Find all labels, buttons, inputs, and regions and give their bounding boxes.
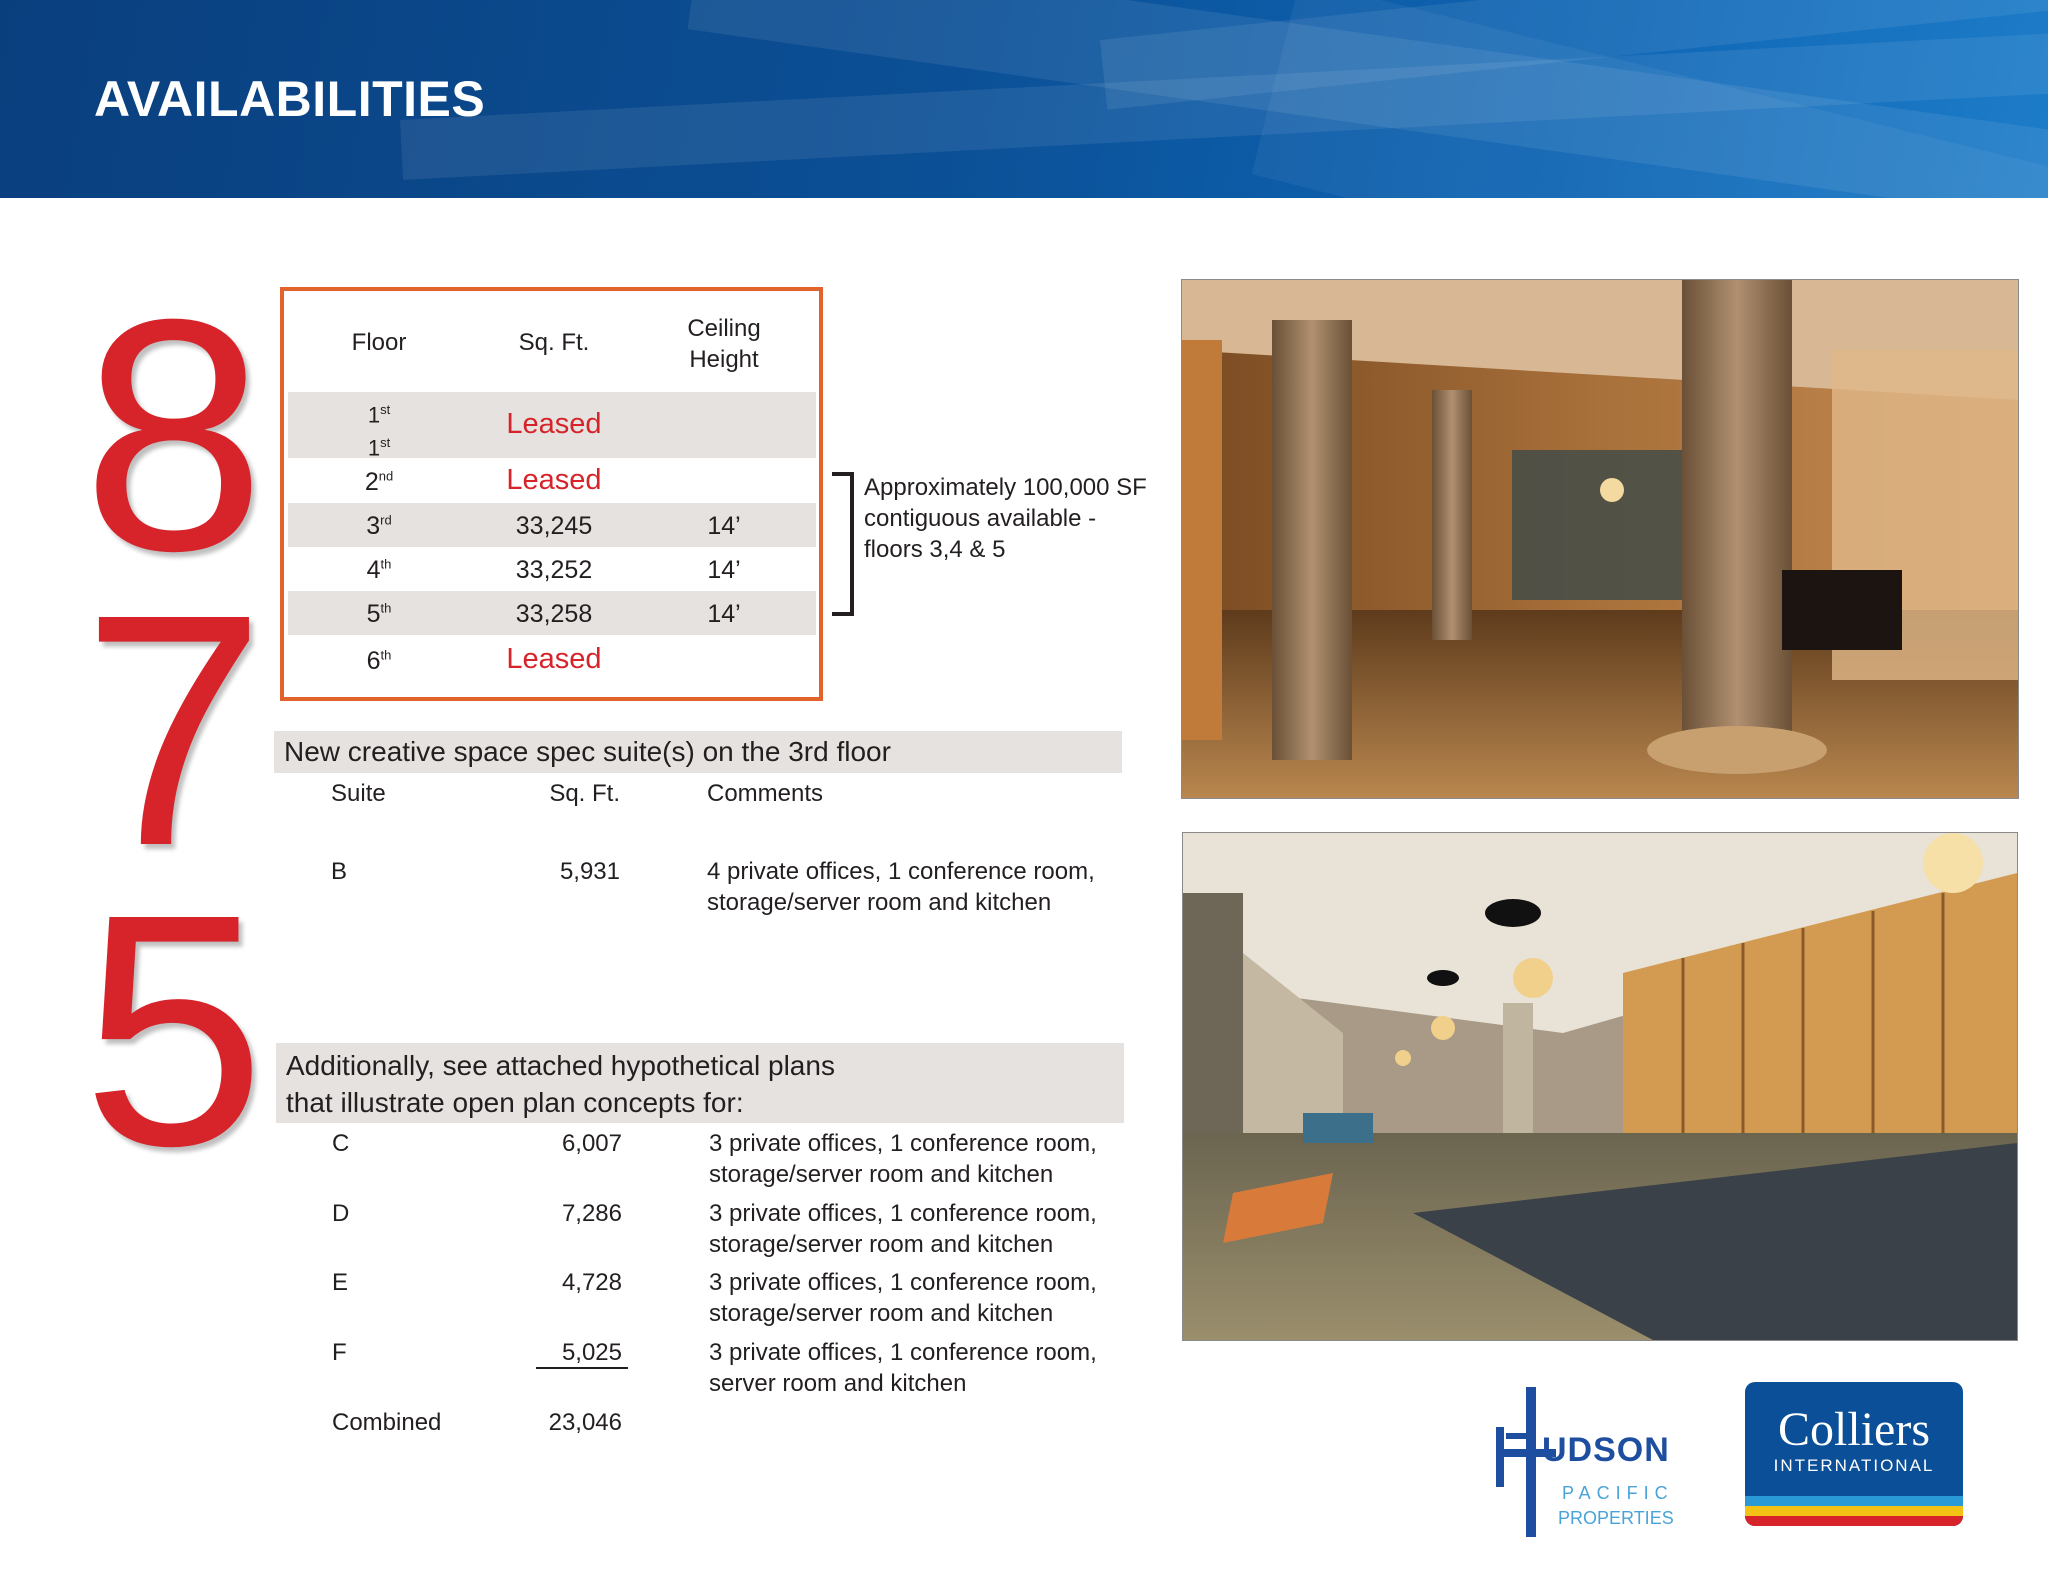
availability-table xyxy=(280,287,823,701)
sqft-cell: 6,007 xyxy=(561,1130,622,1157)
hypothetical-title: Additionally, see attached hypothetical plans that illustrate open plan concepts for: xyxy=(286,1050,835,1118)
sqft-header: Sq. Ft. xyxy=(549,780,620,807)
hallway-photo xyxy=(1182,832,2018,1341)
sqft-cell: 7,286 xyxy=(561,1200,622,1227)
page-title: AVAILABILITIES xyxy=(94,71,486,127)
floor-cell: 2nd xyxy=(364,468,394,496)
table-row xyxy=(288,591,816,635)
contiguous-note: Approximately 100,000 SF contiguous available - floors 3,4 & 5 xyxy=(864,474,1147,563)
ceiling-header: Ceiling Height xyxy=(687,315,761,373)
hypothetical-band xyxy=(276,1043,1124,1123)
sqft-cell: Leased xyxy=(506,643,602,675)
suite-cell: C xyxy=(332,1130,350,1157)
address-digit-5: 5 xyxy=(82,845,266,1214)
table-row xyxy=(288,635,816,687)
lobby-photo xyxy=(1181,279,2019,799)
spec-suites-band xyxy=(274,731,1122,773)
suite-cell: D xyxy=(332,1200,350,1227)
address-digit-7: 7 xyxy=(82,545,266,914)
address-digit-8: 8 xyxy=(82,250,266,619)
table-row xyxy=(288,458,816,503)
suite-cell: F xyxy=(332,1339,347,1366)
floor-cell: 3rd xyxy=(366,512,392,540)
comments-cell: 3 private offices, 1 conference room, storage/server room and kitchen xyxy=(709,1200,1097,1258)
ceiling-cell: 14’ xyxy=(707,512,741,540)
combined-label: Combined xyxy=(332,1409,442,1436)
sqft-cell: 5,025 xyxy=(561,1339,622,1366)
sqft-cell: 33,258 xyxy=(515,600,593,628)
comments-cell: 3 private offices, 1 conference room, storage/server room and kitchen xyxy=(709,1130,1097,1188)
sum-rule xyxy=(536,1367,628,1369)
contiguous-bracket xyxy=(832,472,854,616)
combined-sqft: 23,046 xyxy=(548,1409,622,1436)
table-row xyxy=(288,503,816,547)
table-row xyxy=(288,392,816,461)
floor-cell: 6th xyxy=(366,647,392,675)
ceiling-cell: 14’ xyxy=(707,556,741,584)
suite-header: Suite xyxy=(331,780,386,807)
hudson-pacific-logo: UDSON PACIFIC PROPERTIES xyxy=(1496,1387,1692,1543)
ceiling-cell: 14’ xyxy=(707,600,741,628)
comments-cell: 3 private offices, 1 conference room, server room and kitchen xyxy=(709,1339,1097,1397)
comments-header: Comments xyxy=(707,780,824,807)
sqft-cell: 33,245 xyxy=(515,512,593,540)
colliers-logo: Colliers INTERNATIONAL xyxy=(1745,1382,1963,1526)
floor-header: Floor xyxy=(351,329,407,356)
comments-cell: 4 private offices, 1 conference room, storage/server room and kitchen xyxy=(707,858,1095,916)
floor-cell: 1st 1st xyxy=(367,402,391,461)
table-row xyxy=(288,547,816,591)
floor-cell: 4th xyxy=(366,556,392,584)
comments-cell: 3 private offices, 1 conference room, storage/server room and kitchen xyxy=(709,1269,1097,1327)
sqft-cell: 33,252 xyxy=(515,556,593,584)
suite-cell: B xyxy=(331,858,348,885)
sqft-cell: 4,728 xyxy=(561,1269,622,1296)
floor-cell: 5th xyxy=(366,600,392,628)
sqft-cell: 5,931 xyxy=(559,858,620,885)
suite-cell: E xyxy=(332,1269,349,1296)
sqft-header: Sq. Ft. xyxy=(518,329,590,356)
sqft-cell: Leased xyxy=(506,408,602,440)
spec-suites-title: New creative space spec suite(s) on the 3rd floor xyxy=(284,736,891,767)
sqft-cell: Leased xyxy=(506,464,602,496)
